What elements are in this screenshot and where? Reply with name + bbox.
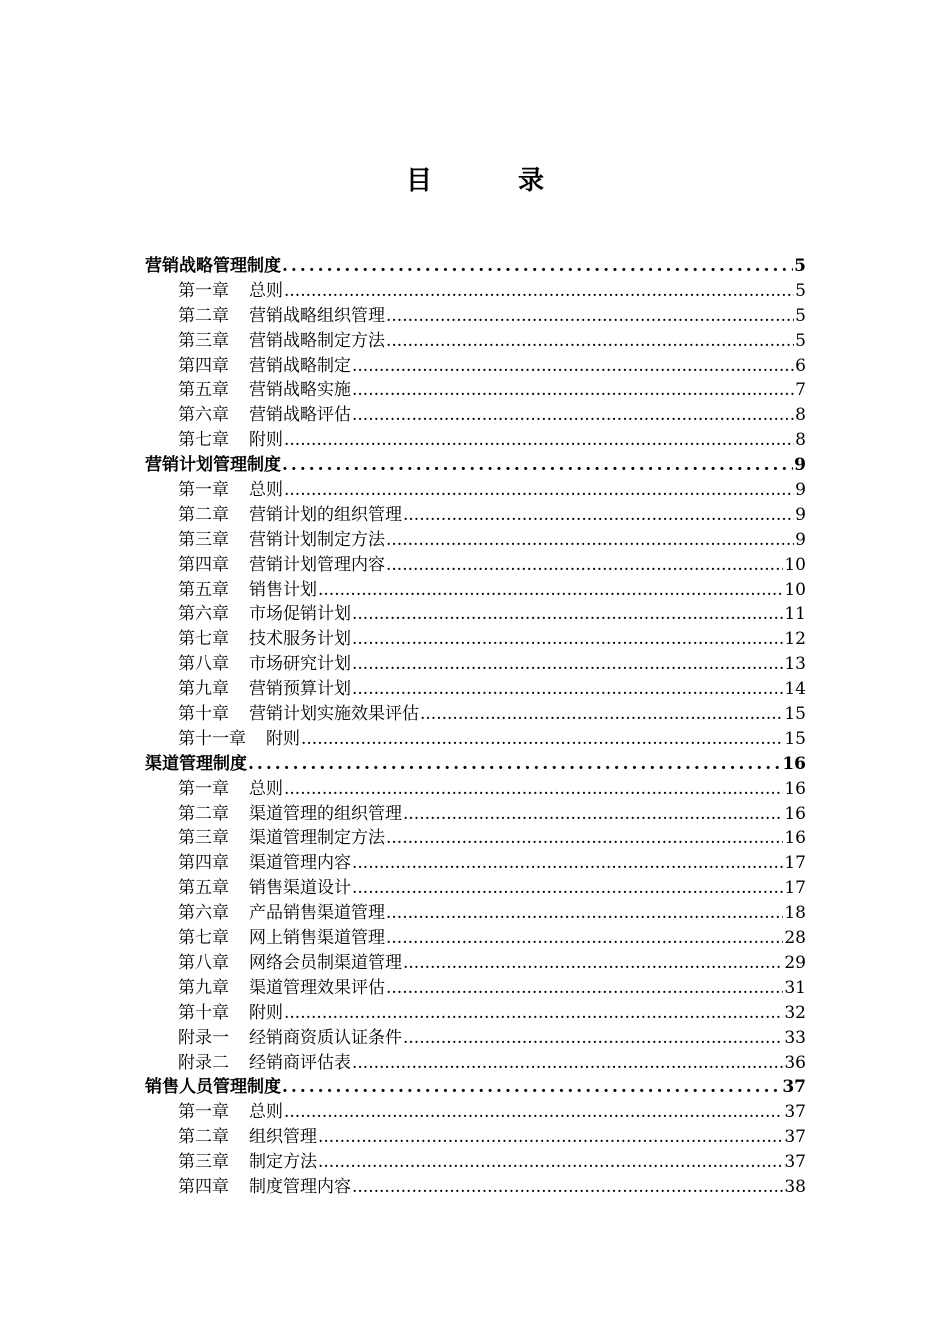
toc-entry-label — [178, 851, 351, 876]
toc-entry-text: 销售计划 — [249, 579, 317, 600]
toc-entry-number: 第二章 — [178, 1127, 229, 1148]
dot-leader — [352, 677, 783, 702]
toc-entry-number: 附录二 — [178, 1052, 229, 1073]
toc-entry-label — [178, 378, 351, 403]
toc-chapter-entry[interactable] — [145, 826, 806, 851]
toc-entry-label — [178, 578, 317, 603]
toc-page-number: 5 — [794, 256, 806, 276]
dot-leader — [352, 1051, 783, 1076]
toc-entry-text: 渠道管理效果评估 — [249, 977, 385, 998]
toc-entry-text: 组织管理 — [249, 1127, 317, 1148]
toc-chapter-entry[interactable] — [145, 876, 806, 901]
toc-chapter-entry[interactable] — [145, 279, 806, 304]
toc-page-number: 7 — [795, 380, 806, 401]
toc-page-number: 16 — [784, 828, 806, 849]
toc-entry-label — [178, 652, 351, 677]
dot-leader — [284, 777, 783, 802]
toc-entry-number: 第六章 — [178, 405, 229, 426]
dot-leader — [284, 1001, 783, 1026]
toc-page-number: 37 — [784, 1152, 806, 1173]
toc-page-number: 16 — [782, 753, 806, 774]
toc-entry-label — [178, 1175, 351, 1200]
dot-leader — [282, 453, 793, 478]
toc-entry-number: 第三章 — [178, 529, 229, 550]
toc-entry-number: 第三章 — [178, 1152, 229, 1173]
toc-entry-label — [178, 403, 351, 428]
toc-entry-label — [178, 777, 283, 802]
toc-entry-label — [145, 453, 281, 478]
toc-chapter-entry[interactable] — [145, 553, 806, 578]
toc-section-entry[interactable] — [145, 752, 806, 777]
toc-chapter-entry[interactable] — [145, 578, 806, 603]
toc-page-number: 14 — [784, 679, 806, 700]
toc-entry-text: 营销战略制定方法 — [249, 330, 385, 351]
toc-entry-label — [178, 553, 385, 578]
toc-entry-text: 渠道管理制度 — [145, 753, 247, 774]
toc-entry-text: 渠道管理的组织管理 — [249, 803, 402, 824]
dot-leader — [282, 254, 793, 279]
toc-chapter-entry[interactable] — [145, 1100, 806, 1125]
dot-leader — [352, 378, 794, 403]
page-title: 目 录 — [405, 166, 574, 196]
toc-page-number: 16 — [784, 778, 806, 799]
toc-page-number: 9 — [794, 455, 806, 476]
toc-entry-text: 渠道管理制定方法 — [249, 828, 385, 849]
toc-entry-label — [145, 1075, 281, 1100]
toc-entry-text: 营销战略评估 — [249, 405, 351, 426]
toc-entry-label — [178, 1125, 317, 1150]
toc-chapter-entry[interactable] — [145, 304, 806, 329]
toc-chapter-entry[interactable] — [145, 702, 806, 727]
toc-entry-number: 第五章 — [178, 878, 229, 899]
toc-page-number: 5 — [795, 305, 806, 326]
dot-leader — [403, 802, 783, 827]
dot-leader — [352, 354, 794, 379]
dot-leader — [352, 602, 783, 627]
toc-entry-text: 产品销售渠道管理 — [249, 903, 385, 924]
dot-leader — [284, 1100, 783, 1125]
toc-entry-text: 市场研究计划 — [249, 654, 351, 675]
toc-page-number: 36 — [784, 1052, 806, 1073]
toc-chapter-entry[interactable] — [145, 428, 806, 453]
toc-entry-number: 第二章 — [178, 504, 229, 525]
toc-entry-label — [178, 354, 351, 379]
toc-chapter-entry[interactable] — [145, 354, 806, 379]
toc-entry-text: 营销战略制定 — [249, 355, 351, 376]
toc-entry-label — [178, 677, 351, 702]
toc-entry-text: 销售渠道设计 — [249, 878, 351, 899]
toc-chapter-entry[interactable] — [145, 777, 806, 802]
toc-entry-number: 第十章 — [178, 1002, 229, 1023]
toc-chapter-entry[interactable] — [145, 1150, 806, 1175]
toc-entry-label — [178, 304, 385, 329]
dot-leader — [420, 702, 783, 727]
toc-entry-number: 第三章 — [178, 828, 229, 849]
toc-entry-text: 附则 — [249, 1002, 283, 1023]
toc-entry-number: 第七章 — [178, 629, 229, 650]
toc-entry-number: 第一章 — [178, 1102, 229, 1123]
toc-chapter-entry[interactable] — [145, 478, 806, 503]
toc-entry-label — [178, 1100, 283, 1125]
dot-leader — [386, 976, 783, 1001]
toc-entry-number: 第三章 — [178, 330, 229, 351]
dot-leader — [403, 1026, 783, 1051]
toc-entry-number: 第四章 — [178, 1176, 229, 1197]
dot-leader — [386, 826, 783, 851]
toc-entry-number: 第二章 — [178, 305, 229, 326]
table-of-contents — [145, 254, 806, 1200]
dot-leader — [248, 752, 781, 777]
toc-entry-text: 营销战略组织管理 — [249, 305, 385, 326]
dot-leader — [301, 727, 783, 752]
toc-entry-number: 第四章 — [178, 853, 229, 874]
toc-entry-number: 附录一 — [178, 1027, 229, 1048]
toc-entry-text: 附则 — [266, 728, 300, 749]
toc-entry-label — [178, 951, 402, 976]
toc-page-number: 8 — [795, 405, 806, 426]
toc-section-entry[interactable] — [145, 1075, 806, 1100]
dot-leader — [386, 329, 794, 354]
toc-page-number: 5 — [795, 280, 806, 301]
dot-leader — [352, 1175, 783, 1200]
dot-leader — [386, 901, 783, 926]
dot-leader — [352, 652, 783, 677]
toc-entry-number: 第二章 — [178, 803, 229, 824]
toc-chapter-entry[interactable] — [145, 677, 806, 702]
toc-entry-text: 网上销售渠道管理 — [249, 928, 385, 949]
toc-entry-label — [178, 901, 385, 926]
dot-leader — [403, 951, 783, 976]
toc-chapter-entry[interactable] — [145, 503, 806, 528]
toc-entry-number: 第一章 — [178, 778, 229, 799]
toc-entry-text: 渠道管理内容 — [249, 853, 351, 874]
toc-entry-text: 总则 — [249, 778, 283, 799]
toc-chapter-entry[interactable] — [145, 727, 806, 752]
toc-chapter-entry[interactable] — [145, 1026, 806, 1051]
toc-entry-label — [178, 1051, 351, 1076]
toc-entry-label — [178, 1026, 402, 1051]
toc-page-number: 5 — [795, 330, 806, 351]
toc-entry-label — [178, 329, 385, 354]
toc-entry-text: 总则 — [249, 1102, 283, 1123]
toc-entry-text: 营销计划管理制度 — [145, 455, 281, 476]
toc-entry-number: 第四章 — [178, 554, 229, 575]
toc-entry-text: 经销商评估表 — [249, 1052, 351, 1073]
toc-entry-label — [178, 602, 351, 627]
dot-leader — [352, 876, 783, 901]
toc-entry-number: 第一章 — [178, 280, 229, 301]
toc-entry-label — [178, 503, 402, 528]
toc-page-number: 15 — [784, 728, 806, 749]
toc-page-number: 31 — [784, 977, 806, 998]
toc-section-entry[interactable] — [145, 254, 806, 279]
toc-entry-text: 经销商资质认证条件 — [249, 1027, 402, 1048]
dot-leader — [282, 1075, 781, 1100]
toc-chapter-entry[interactable] — [145, 1175, 806, 1200]
toc-page-number: 10 — [784, 554, 806, 575]
toc-chapter-entry[interactable] — [145, 1051, 806, 1076]
toc-entry-text: 技术服务计划 — [249, 629, 351, 650]
toc-entry-text: 网络会员制渠道管理 — [249, 952, 402, 973]
dot-leader — [403, 503, 794, 528]
toc-entry-text: 营销预算计划 — [249, 679, 351, 700]
dot-leader — [352, 851, 783, 876]
toc-page-number: 6 — [795, 355, 806, 376]
toc-entry-number: 第五章 — [178, 380, 229, 401]
toc-entry-number: 第八章 — [178, 654, 229, 675]
toc-page-number: 17 — [784, 853, 806, 874]
toc-entry-text: 制度管理内容 — [249, 1176, 351, 1197]
toc-section-entry[interactable] — [145, 453, 806, 478]
toc-page-number: 37 — [782, 1077, 806, 1098]
toc-page-number: 10 — [784, 579, 806, 600]
toc-entry-label — [178, 727, 300, 752]
toc-page-number: 33 — [784, 1027, 806, 1048]
toc-entry-label — [145, 752, 247, 777]
dot-leader — [386, 304, 794, 329]
toc-entry-label — [178, 627, 351, 652]
toc-entry-number: 第九章 — [178, 679, 229, 700]
toc-chapter-entry[interactable] — [145, 329, 806, 354]
toc-chapter-entry[interactable] — [145, 378, 806, 403]
toc-chapter-entry[interactable] — [145, 851, 806, 876]
toc-page-number: 37 — [784, 1102, 806, 1123]
toc-entry-text: 营销计划的组织管理 — [249, 504, 402, 525]
toc-page-number: 9 — [795, 504, 806, 525]
toc-page-number: 28 — [784, 928, 806, 949]
dot-leader — [386, 528, 794, 553]
toc-chapter-entry[interactable] — [145, 528, 806, 553]
dot-leader — [318, 1125, 783, 1150]
toc-page-number: 12 — [784, 629, 806, 650]
toc-entry-text: 总则 — [249, 280, 283, 301]
toc-entry-label — [178, 428, 283, 453]
toc-entry-number: 第四章 — [178, 355, 229, 376]
toc-entry-label — [178, 802, 402, 827]
toc-chapter-entry[interactable] — [145, 951, 806, 976]
dot-leader — [352, 403, 794, 428]
toc-entry-label — [145, 254, 281, 279]
toc-page-number: 9 — [795, 529, 806, 550]
toc-entry-number: 第八章 — [178, 952, 229, 973]
toc-entry-label — [178, 279, 283, 304]
toc-entry-number: 第九章 — [178, 977, 229, 998]
toc-entry-text: 市场促销计划 — [249, 604, 351, 625]
toc-page-number: 11 — [784, 604, 806, 625]
toc-page-number: 15 — [784, 704, 806, 725]
toc-chapter-entry[interactable] — [145, 627, 806, 652]
dot-leader — [386, 926, 783, 951]
toc-entry-text: 营销战略管理制度 — [145, 256, 281, 276]
toc-page-number: 38 — [784, 1176, 806, 1197]
toc-chapter-entry[interactable] — [145, 901, 806, 926]
dot-leader — [284, 428, 794, 453]
toc-entry-label — [178, 926, 385, 951]
toc-entry-text: 营销计划实施效果评估 — [249, 704, 419, 725]
toc-entry-text: 制定方法 — [249, 1152, 317, 1173]
toc-page-number: 32 — [784, 1002, 806, 1023]
toc-entry-label — [178, 1150, 317, 1175]
toc-entry-number: 第五章 — [178, 579, 229, 600]
toc-entry-text: 总则 — [249, 480, 283, 501]
dot-leader — [318, 1150, 783, 1175]
dot-leader — [284, 279, 794, 304]
dot-leader — [284, 478, 794, 503]
toc-entry-number: 第六章 — [178, 604, 229, 625]
toc-entry-number: 第十一章 — [178, 728, 246, 749]
toc-entry-label — [178, 478, 283, 503]
toc-page-number: 37 — [784, 1127, 806, 1148]
toc-entry-text: 营销计划管理内容 — [249, 554, 385, 575]
toc-entry-label — [178, 976, 385, 1001]
toc-page-number: 9 — [795, 480, 806, 501]
toc-page-number: 18 — [784, 903, 806, 924]
toc-entry-text: 附则 — [249, 430, 283, 451]
toc-chapter-entry[interactable] — [145, 1125, 806, 1150]
toc-chapter-entry[interactable] — [145, 926, 806, 951]
toc-page-number: 16 — [784, 803, 806, 824]
toc-entry-label — [178, 826, 385, 851]
toc-entry-label — [178, 1001, 283, 1026]
toc-page-number: 13 — [784, 654, 806, 675]
toc-entry-label — [178, 876, 351, 901]
toc-entry-number: 第七章 — [178, 928, 229, 949]
toc-entry-text: 营销战略实施 — [249, 380, 351, 401]
toc-entry-text: 销售人员管理制度 — [145, 1077, 281, 1098]
toc-chapter-entry[interactable] — [145, 652, 806, 677]
toc-page-number: 17 — [784, 878, 806, 899]
toc-entry-number: 第六章 — [178, 903, 229, 924]
toc-entry-number: 第十章 — [178, 704, 229, 725]
toc-entry-number: 第七章 — [178, 430, 229, 451]
toc-chapter-entry[interactable] — [145, 976, 806, 1001]
toc-chapter-entry[interactable] — [145, 403, 806, 428]
toc-chapter-entry[interactable] — [145, 1001, 806, 1026]
toc-page-number: 8 — [795, 430, 806, 451]
toc-chapter-entry[interactable] — [145, 802, 806, 827]
toc-entry-number: 第一章 — [178, 480, 229, 501]
toc-entry-label — [178, 528, 385, 553]
dot-leader — [318, 578, 783, 603]
dot-leader — [386, 553, 783, 578]
toc-page-number: 29 — [784, 952, 806, 973]
dot-leader — [352, 627, 783, 652]
toc-chapter-entry[interactable] — [145, 602, 806, 627]
toc-entry-text: 营销计划制定方法 — [249, 529, 385, 550]
toc-entry-label — [178, 702, 419, 727]
